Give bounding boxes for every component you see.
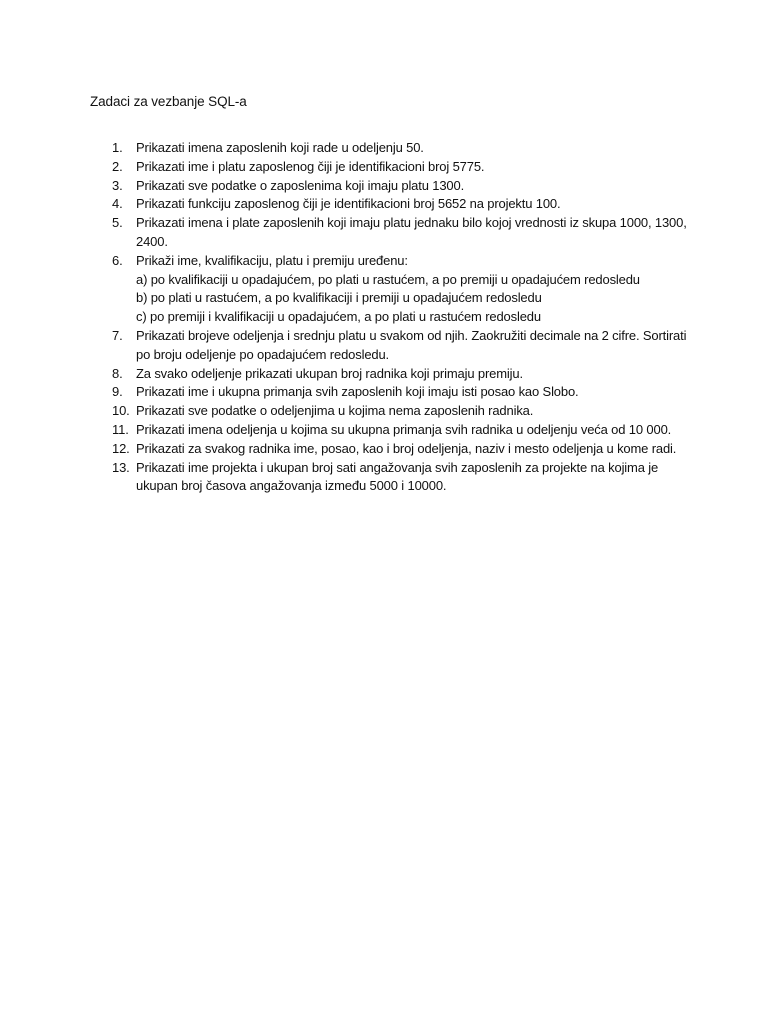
task-item-11 (112, 421, 692, 440)
task-number: 1. (112, 140, 123, 155)
task-number: 13. (112, 459, 130, 475)
task-item-2 (112, 158, 692, 177)
task-item-7 (112, 327, 692, 365)
task-text: Prikazati sve podatke o zaposlenima koji imaju platu 1300. (136, 177, 465, 193)
task-text: Prikazati imena odeljenja u kojima su ukupna primanja svih radnika u odeljenju veća od 10 000. (136, 421, 672, 437)
task-item-13 (112, 459, 692, 497)
task-number: 9. (112, 384, 123, 400)
task-number: 7. (112, 327, 123, 343)
task-number: 6. (112, 252, 123, 268)
document-title: Zadaci za vezbanje SQL-a (90, 94, 247, 109)
task-item-6 (112, 252, 692, 327)
task-number: 11. (112, 421, 129, 437)
task-text: Prikazati imena zaposlenih koji rade u odeljenju 50. (136, 140, 424, 155)
sub-item-b: b) po plati u rastućem, a po kvalifikaciji i premiji u opadajućem redosledu (136, 290, 542, 306)
task-text: Prikaži ime, kvalifikaciju, platu i premiju uređenu: (136, 252, 408, 268)
task-text: Prikazati imena i plate zaposlenih koji imaju platu jednaku bilo kojoj vrednosti iz skupa 1000, 1300, 2400. (136, 215, 687, 249)
task-item-8 (112, 365, 692, 384)
task-text: Prikazati za svakog radnika ime, posao, kao i broj odeljenja, naziv i mesto odeljenja u kome radi. (136, 440, 677, 456)
sub-item-c: c) po premiji i kvalifikaciji u opadajućem, a po plati u rastućem redosledu (136, 309, 541, 325)
task-item-1 (112, 139, 692, 158)
sub-item-a: a) po kvalifikaciji u opadajućem, po plati u rastućem, a po premiji u opadajućem redosledu (136, 271, 640, 287)
task-item-9 (112, 383, 692, 402)
task-text: Prikazati ime i platu zaposlenog čiji je identifikacioni broj 5775. (136, 158, 485, 174)
task-number: 2. (112, 158, 123, 174)
task-item-3 (112, 177, 692, 196)
task-text: Prikazati sve podatke o odeljenjima u kojima nema zaposlenih radnika. (136, 403, 534, 419)
task-text: Za svako odeljenje prikazati ukupan broj radnika koji primaju premiju. (136, 365, 523, 381)
task-item-5 (112, 214, 692, 252)
task-item-4 (112, 195, 692, 214)
task-text: Prikazati ime i ukupna primanja svih zaposlenih koji imaju isti posao kao Slobo. (136, 384, 579, 400)
task-text: Prikazati brojeve odeljenja i srednju platu u svakom od njih. Zaokružiti decimale na 2 cifre. Sortirati po broju odeljenje po opadajućem redosledu. (136, 327, 687, 362)
task-number: 4. (112, 196, 123, 212)
task-text: Prikazati funkciju zaposlenog čiji je identifikacioni broj 5652 na projektu 100. (136, 196, 561, 212)
sub-list (136, 271, 692, 327)
task-number: 3. (112, 177, 123, 193)
task-number: 5. (112, 215, 123, 231)
task-number: 8. (112, 365, 123, 381)
task-number: 10. (112, 403, 130, 419)
task-number: 12. (112, 440, 130, 456)
task-item-12 (112, 440, 692, 459)
task-text: Prikazati ime projekta i ukupan broj sati angažovanja svih zaposlenih za projekte na kojima je ukupan broj časova angažovanja između 5000 i 10000. (136, 459, 659, 494)
task-item-10 (112, 402, 692, 421)
task-list (112, 139, 692, 496)
